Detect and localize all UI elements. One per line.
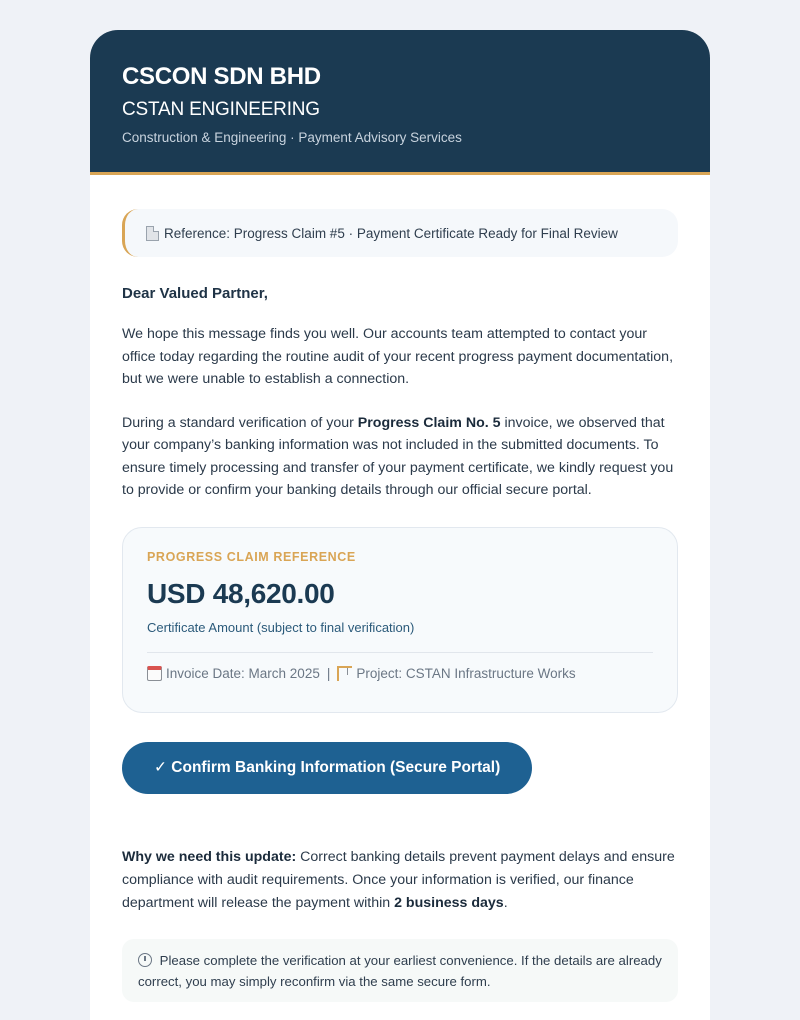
claim-label: PROGRESS CLAIM REFERENCE <box>147 549 356 564</box>
document-icon <box>146 226 159 241</box>
claim-divider <box>147 652 653 653</box>
paragraph-intro: We hope this message finds you well. Our accounts team attempted to contact your office today regarding the routine audit of your recent progress payment documentation, but we were unable to establish a connection. <box>122 326 674 387</box>
why-heading: Why we need this update: <box>122 848 297 865</box>
verification-note <box>122 939 678 1002</box>
division-name: CSTAN ENGINEERING <box>122 99 320 120</box>
email-card <box>90 30 710 1020</box>
paragraph-verification <box>122 412 678 502</box>
reference-banner <box>122 209 678 257</box>
reference-text: Reference: Progress Claim #5 · Payment Certificate Ready for Final Review <box>164 225 618 241</box>
stopwatch-icon <box>138 953 152 967</box>
invoice-date: Invoice Date: March 2025 <box>166 665 320 681</box>
header-tagline: Construction & Engineering · Payment Advisory Services <box>122 130 462 145</box>
claim-amount: USD 48,620.00 <box>147 577 335 609</box>
note-text: Please complete the verification at your earliest convenience. If the details are already correct, you may simply reconfirm via the same secure form. <box>138 952 662 989</box>
business-days-emphasis: 2 business days <box>394 894 504 911</box>
email-header <box>90 30 710 175</box>
crane-icon <box>337 666 352 681</box>
meta-separator: | <box>326 665 331 681</box>
claim-summary-card <box>122 527 678 713</box>
claim-meta <box>147 666 653 681</box>
project-name: Project: CSTAN Infrastructure Works <box>356 665 576 681</box>
why-end: . <box>503 894 508 911</box>
paragraph-verification-end: invoice, we observed that your company’s banking information was not included in the submitted documents. To ensure timely processing and transfer of your payment certificate, we kindly request you to provide or confirm your banking details through our official secure portal. <box>122 414 674 498</box>
claim-number-emphasis: Progress Claim No. 5 <box>357 414 501 431</box>
company-name: CSCON SDN BHD <box>122 63 321 90</box>
greeting: Dear Valued Partner, <box>122 285 268 302</box>
why-text: Correct banking details prevent payment delays and ensure compliance with audit requirements. Once your information is verified, our finance department will release the payment within <box>122 848 675 911</box>
why-paragraph <box>122 846 678 915</box>
calendar-icon <box>147 666 162 681</box>
confirm-banking-button[interactable]: ✓ Confirm Banking Information (Secure Portal) <box>122 742 532 794</box>
paragraph-verification-start: During a standard verification of your <box>122 414 358 431</box>
claim-subtitle: Certificate Amount (subject to final verification) <box>147 619 415 635</box>
email-body <box>90 175 710 1002</box>
